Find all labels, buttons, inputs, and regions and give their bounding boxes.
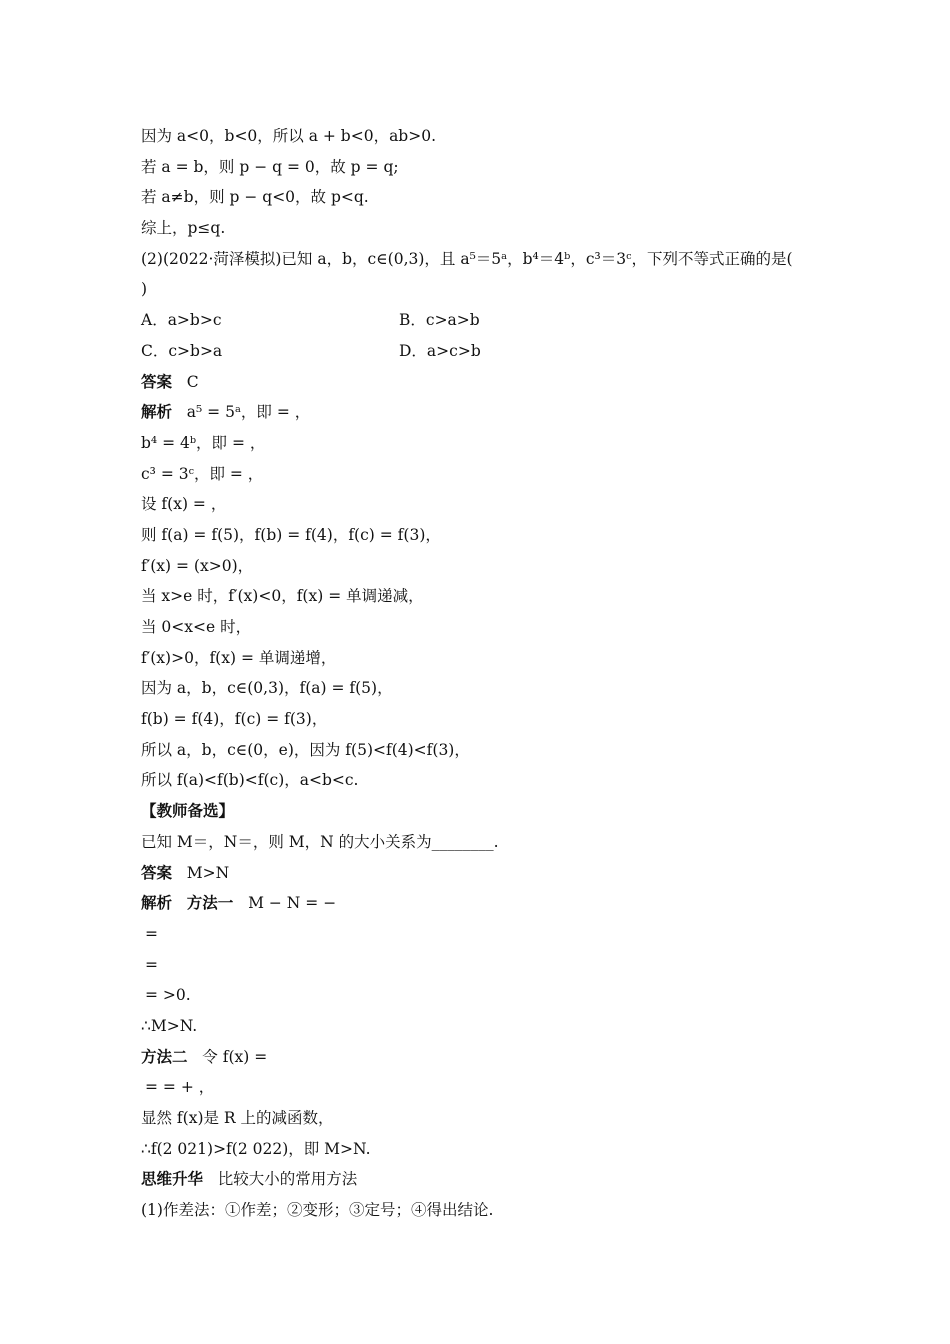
text-line: 显然 f(x)是 R 上的减函数， xyxy=(141,1109,334,1127)
answer-line xyxy=(141,858,821,889)
text-line: f′(x) = (x>0)， xyxy=(141,556,254,575)
teacher-section-heading: 【教师备选】 xyxy=(141,801,235,821)
option-row xyxy=(141,305,821,336)
answer-heading: 答案 xyxy=(141,371,173,391)
text-line: f′(x)>0，f(x) = 单调递增， xyxy=(141,648,337,667)
option-row xyxy=(141,336,821,367)
text-line: = xyxy=(145,924,158,943)
text-line: 若 a = b，则 p − q = 0，故 p = q; xyxy=(141,157,399,176)
text-line: 所以 a，b，c∈(0，e)，因为 f(5)<f(4)<f(3)， xyxy=(141,740,470,759)
option-c: C．c>b>a xyxy=(141,341,223,360)
answer-line xyxy=(141,367,821,398)
text-line: 若 a≠b，则 p − q<0，故 p<q. xyxy=(141,188,369,207)
question-stem: (2)(2022·菏泽模拟)已知 a，b，c∈(0,3)，且 a⁵＝5ᵃ，b⁴＝4ᵇ，c³＝3ᶜ，下列不等式正确的是( xyxy=(141,249,793,268)
analysis-line xyxy=(141,397,821,428)
question-2: 已知 M＝，N＝，则 M，N 的大小关系为________. xyxy=(141,832,499,851)
text-line: 综上，p≤q. xyxy=(141,219,226,238)
option-b: B．c>a>b xyxy=(399,311,480,330)
text-line: ∴f(2 021)>f(2 022)，即 M>N. xyxy=(141,1139,371,1158)
option-d: D．a>c>b xyxy=(399,341,481,360)
text-line: = >0. xyxy=(145,986,191,1005)
text-line: ∴M>N. xyxy=(141,1016,198,1035)
method-heading: 方法一 xyxy=(186,893,234,913)
text-line: 当 x>e 时，f′(x)<0，f(x) = 单调递减， xyxy=(141,587,424,606)
text-line: 因为 a，b，c∈(0,3)，f(a) = f(5)， xyxy=(141,679,393,698)
text-line: 当 0<x<e 时， xyxy=(141,618,252,636)
analysis-line xyxy=(141,888,821,919)
analysis-text: M − N = − xyxy=(248,894,337,913)
analysis-heading: 解析 xyxy=(141,893,173,913)
text-line: 所以 f(a)<f(b)<f(c)，a<b<c. xyxy=(141,771,359,790)
method-text: 令 f(x) = xyxy=(202,1047,268,1066)
summary-line xyxy=(141,1164,821,1195)
analysis-text: a⁵ = 5ᵃ，即 = ， xyxy=(186,403,311,422)
text-line: = = + ， xyxy=(145,1078,215,1097)
summary-heading: 思维升华 xyxy=(141,1169,204,1189)
text-line: 设 f(x) = ， xyxy=(141,495,227,514)
text-line: (1)作差法：①作差；②变形；③定号；④得出结论. xyxy=(141,1201,494,1220)
answer-value: M>N xyxy=(186,863,230,882)
summary-text: 比较大小的常用方法 xyxy=(217,1170,358,1189)
text-line: b⁴ = 4ᵇ，即 = ， xyxy=(141,433,266,452)
document-body xyxy=(141,121,821,1226)
text-line: 则 f(a) = f(5)，f(b) = f(4)，f(c) = f(3)， xyxy=(141,525,441,544)
option-a: A．a>b>c xyxy=(141,311,222,330)
method-heading: 方法二 xyxy=(141,1046,188,1066)
method-line xyxy=(141,1042,821,1073)
text-line: 因为 a<0，b<0，所以 a + b<0，ab>0. xyxy=(141,127,437,145)
analysis-heading: 解析 xyxy=(141,402,173,422)
text-line: f(b) = f(4)，f(c) = f(3)， xyxy=(141,710,328,729)
answer-heading: 答案 xyxy=(141,862,173,882)
answer-value: C xyxy=(186,372,199,391)
question-stem-end: ) xyxy=(141,280,148,299)
text-line: c³ = 3ᶜ，即 = ， xyxy=(141,464,264,483)
text-line: = xyxy=(145,955,158,974)
